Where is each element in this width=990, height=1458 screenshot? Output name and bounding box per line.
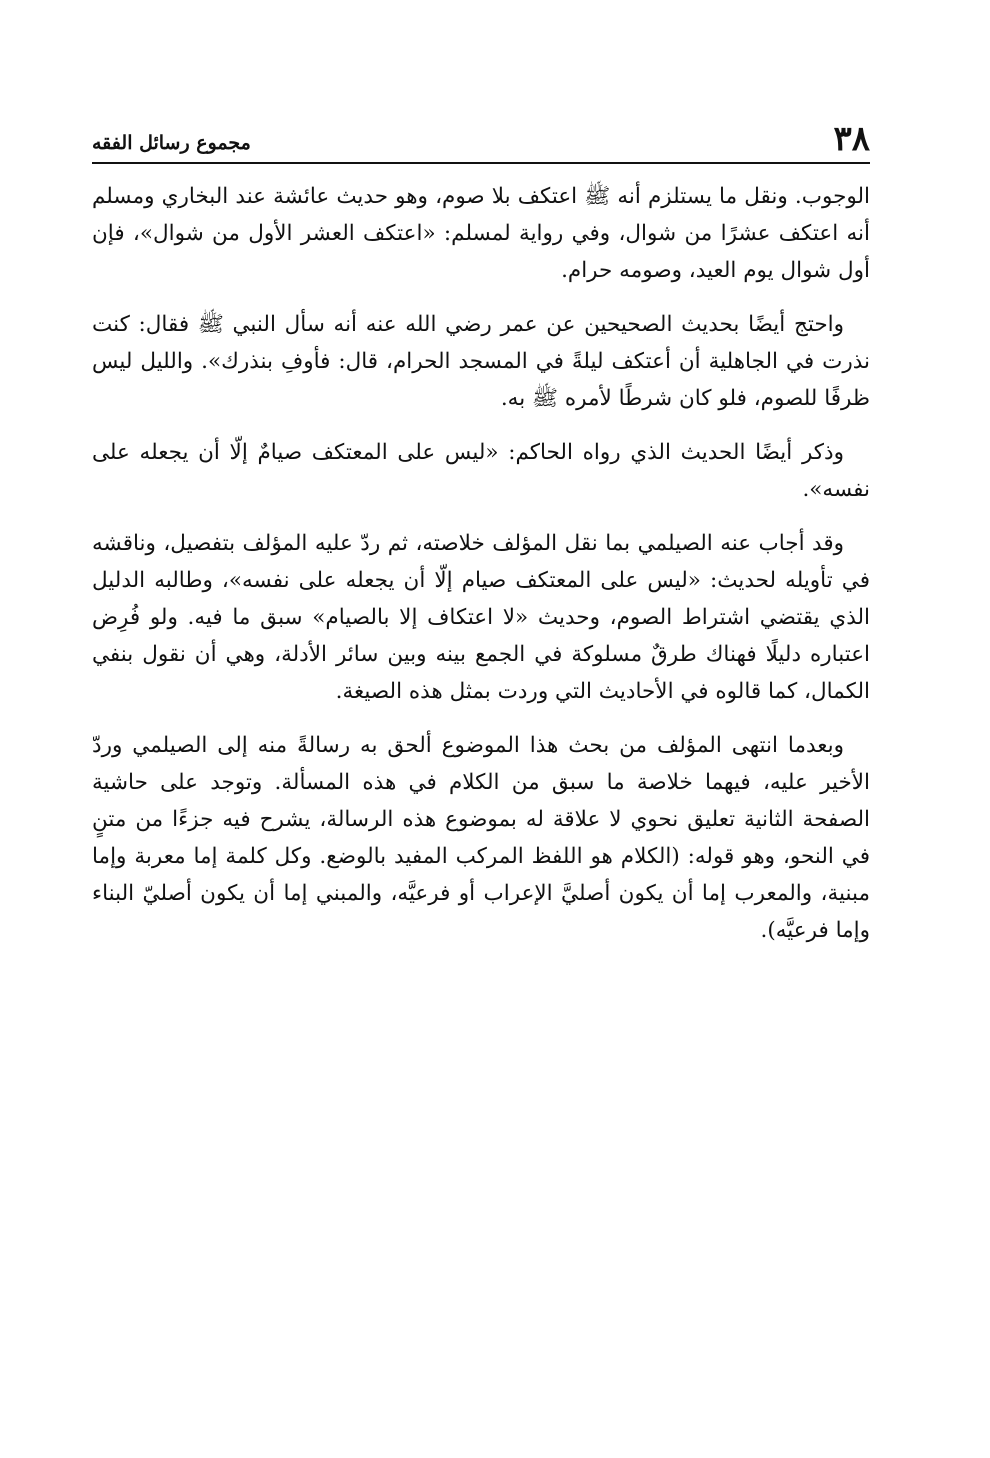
paragraph: وقد أجاب عنه الصيلمي بما نقل المؤلف خلاصته، ثم ردّ عليه المؤلف بتفصيل، وناقشه في تأويله لحديث: «ليس على المعتكف صيام إلّا أن يجعله على نفسه»، وطالبه الدليل الذي يقتضي اشتراط الصوم، وحديث «لا اعتكاف إلا بالصيام» سبق ما فيه. ولو فُرِض اعتباره دليلًا فهناك طرقٌ مسلوكة في الجمع بينه وبين سائر الأدلة، وهي أن نقول بنفي الكمال، كما قالوه في الأحاديث التي وردت بمثل هذه الصيغة. <box>92 531 870 704</box>
paragraph: واحتج أيضًا بحديث الصحيحين عن عمر رضي الله عنه أنه سأل النبي ﷺ فقال: كنت نذرت في الجاهلية أن أعتكف ليلةً في المسجد الحرام، قال: فأوفِ بنذرك». والليل ليس ظرفًا للصوم، فلو كان شرطًا لأمره ﷺ به. <box>92 312 870 411</box>
paragraph: وذكر أيضًا الحديث الذي رواه الحاكم: «ليس على المعتكف صيامٌ إلّا أن يجعله على نفسه». <box>92 440 870 502</box>
page-header <box>92 112 870 164</box>
body-text <box>92 178 870 966</box>
paragraph: وبعدما انتهى المؤلف من بحث هذا الموضوع ألحق به رسالةً منه إلى الصيلمي وردّ الأخير عليه، فيهما خلاصة ما سبق من الكلام في هذه المسألة. وتوجد على حاشية الصفحة الثانية تعليق نحوي لا علاقة له بموضوع هذه الرسالة، يشرح فيه جزءًا من متنٍ في النحو، وهو قوله: (الكلام هو اللفظ المركب المفيد بالوضع. وكل كلمة إما معربة وإما مبنية، والمعرب إما أن يكون أصليَّ الإعراب أو فرعيَّه، والمبني إما أن يكون أصليّ البناء وإما فرعيَّه). <box>92 733 870 943</box>
paragraph: الوجوب. ونقل ما يستلزم أنه ﷺ اعتكف بلا صوم، وهو حديث عائشة عند البخاري ومسلم أنه اعتكف عشرًا من شوال، وفي رواية لمسلم: «اعتكف العشر الأول من شوال»، فإن أول شوال يوم العيد، وصومه حرام. <box>92 184 870 283</box>
running-title: مجموع رسائل الفقه <box>92 132 251 154</box>
page-number: ٣٨ <box>833 119 870 159</box>
